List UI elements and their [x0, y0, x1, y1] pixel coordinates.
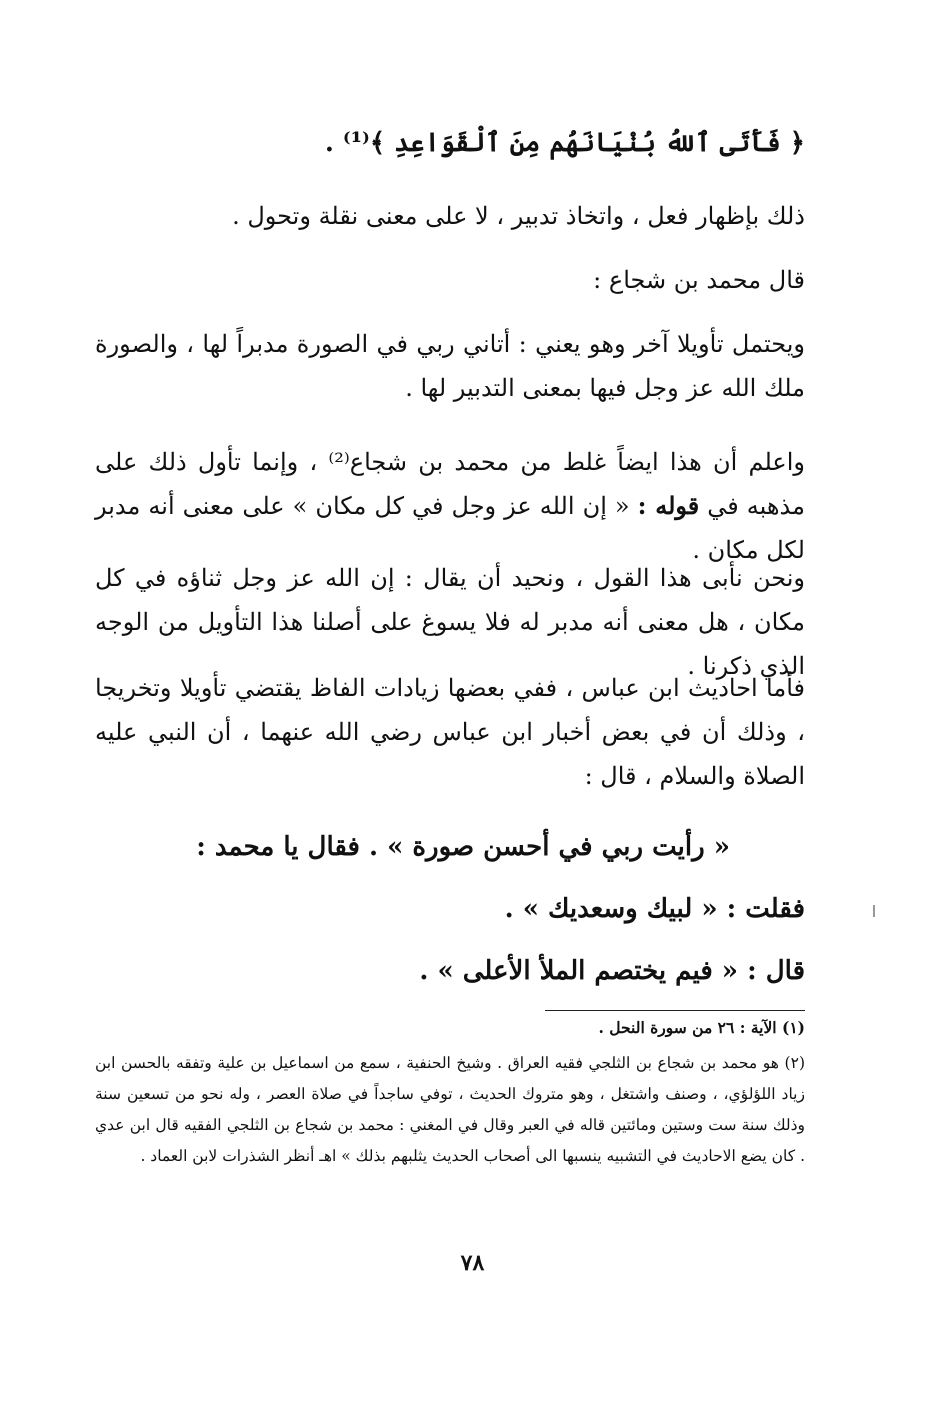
paragraph-4-start: واعلم أن هذا ايضاً غلط من محمد بن شجاع⁽²⁾ ، وإنما تأول ذلك على مذهبه في	[95, 448, 806, 520]
quran-verse: ﴿ فَأَتَى ٱللهُ بُنْيَانَهُم مِنَ ٱلْقَوَاعِدِ ﴾⁽¹⁾ .	[324, 128, 805, 158]
hadith-quote-2: فقلت : « لبيك وسعديك » .	[504, 894, 805, 924]
paragraph-4-end: « إن الله عز وجل في كل مكان » على معنى أنه مدبر لكل مكان .	[95, 492, 805, 564]
footnote-separator	[545, 1010, 805, 1011]
hadith-quote-1: « رأيت ربي في أحسن صورة » . فقال يا محمد :	[196, 832, 730, 862]
page-number: ٧٨	[460, 1250, 485, 1276]
footnote-2: (٢) هو محمد بن شجاع بن الثلجي فقيه العراق . وشيخ الحنفية ، سمع من اسماعيل بن علية وتفقه بالحسن ابن زياد اللؤلؤي، ، وصنف واشتغل ، وهو متروك الحديث ، توفي ساجداً في صلاة العصر ، وله نحو من تسعين سنة وذلك سنة ست وستين ومائتين قاله في العبر وقال في المغني : محمد بن شجاع بن الثلجي الفقيه قال ابن عدي . كان يضع الاحاديث في التشبيه ينسبها الى أصحاب الحديث يثلبهم بذلك » اهـ أنظر الشذرات لابن العماد .	[95, 1054, 805, 1165]
paragraph-5: ونحن نأبى هذا القول ، ونحيد أن يقال : إن الله عز وجل ثناؤه في كل مكان ، هل معنى أنه مدبر له فلا يسوغ على أصلنا هذا التأويل من الوجه الذي ذكرنا .	[95, 564, 805, 680]
footnote-1: (١) الآية : ٢٦ من سورة النحل .	[598, 1018, 805, 1037]
paragraph-3: ويحتمل تأويلا آخر وهو يعني : أتاني ربي في الصورة مدبراً لها ، والصورة ملك الله عز وجل فيها بمعنى التدبير لها .	[95, 330, 805, 402]
hadith-quote-3: قال : « فيم يختصم الملأ الأعلى » .	[419, 956, 805, 986]
paragraph-4-bold: قوله :	[637, 491, 700, 520]
scan-speck	[873, 905, 875, 917]
paragraph-1: ذلك بإظهار فعل ، واتخاذ تدبير ، لا على معنى نقلة وتحول .	[232, 202, 805, 230]
paragraph-6: فأما احاديث ابن عباس ، ففي بعضها زيادات الفاظ يقتضي تأويلا وتخريجا ، وذلك أن في بعض أخبار ابن عباس رضي الله عنهما ، أن النبي عليه الصلاة والسلام ، قال :	[95, 674, 806, 790]
paragraph-2: قال محمد بن شجاع :	[593, 266, 805, 294]
paragraph-4	[95, 440, 805, 572]
